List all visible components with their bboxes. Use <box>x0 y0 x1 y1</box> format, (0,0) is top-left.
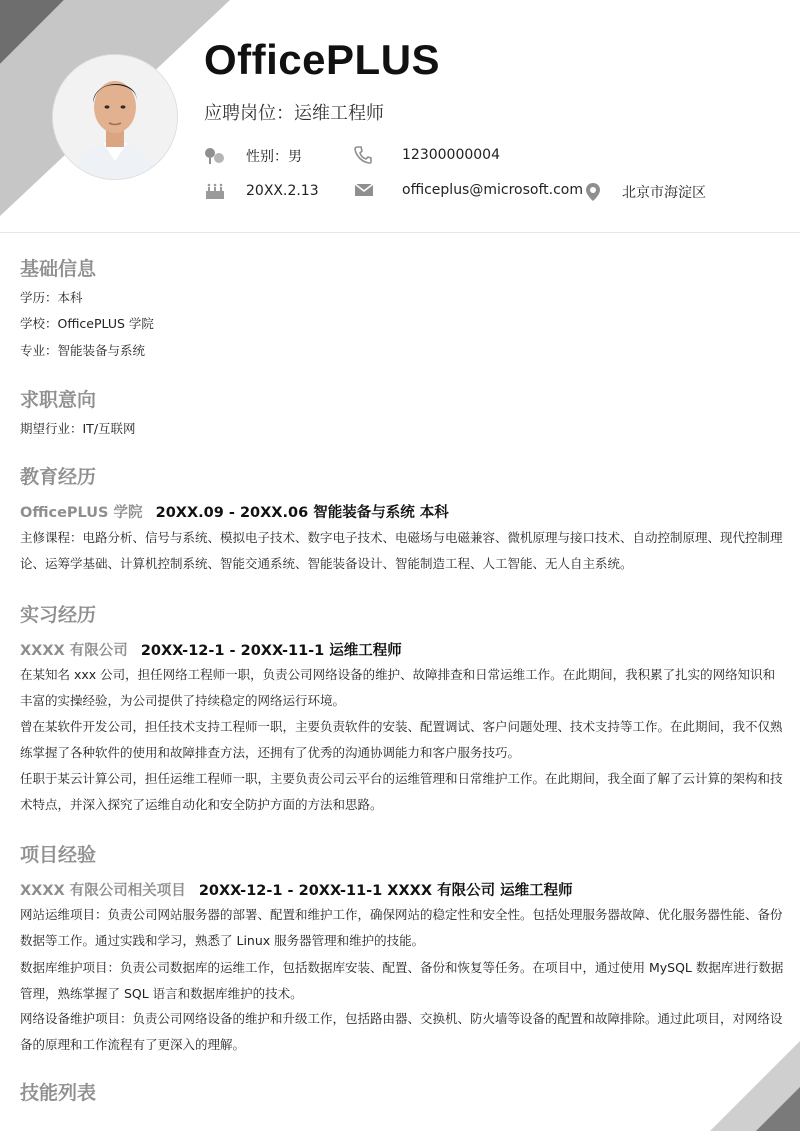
basic-school: 学校：OfficePLUS 学院 <box>20 316 154 331</box>
internship-paragraph-1: 在某知名 xxx 公司，担任网络工程师一职，负责公司网络设备的维护、故障排查和日常运维工作。在此期间，我积累了扎实的网络知识和丰富的实操经验，为公司提供了持续稳定的网络运行环境。 <box>20 667 776 708</box>
project-detail: 20XX-12-1 - 20XX-11-1 XXXX 有限公司 运维工程师 <box>198 883 573 899</box>
basic-degree: 学历：本科 <box>20 290 83 305</box>
applied-position: 应聘岗位：运维工程师 <box>204 103 384 124</box>
section-title-project: 项目经验 <box>20 844 97 866</box>
education-header <box>20 501 449 522</box>
education-courses: 主修课程：电路分析、信号与系统、模拟电子技术、数字电子技术、电磁场与电磁兼容、微机原理与接口技术、自动控制原理、现代控制理论、运筹学基础、计算机控制系统、智能交通系统、智能装备设计、智能制造工程、人工智能、无人自主系统。 <box>20 530 783 571</box>
section-title-skills: 技能列表 <box>20 1082 97 1104</box>
internship-paragraph-2: 曾在某软件开发公司，担任技术支持工程师一职，主要负责软件的安装、配置调试、客户问题处理、技术支持等工作。在此期间，我不仅熟练掌握了各种软件的使用和故障排查方法，还拥有了优秀的沟通协调能力和客户服务技巧。 <box>20 719 783 760</box>
gender-icon <box>204 147 226 165</box>
section-title-intent: 求职意向 <box>20 389 97 411</box>
mail-icon <box>354 182 374 198</box>
email-text: officeplus@microsoft.com <box>402 182 583 198</box>
gender-info <box>204 146 302 166</box>
internship-detail: 20XX-12-1 - 20XX-11-1 运维工程师 <box>140 643 402 659</box>
project-paragraph-2: 数据库维护项目：负责公司数据库的运维工作，包括数据库安装、配置、备份和恢复等任务。在项目中，通过使用 MySQL 数据库进行数据管理，熟练掌握了 SQL 语言和数据库维护的技术。 <box>20 960 784 1001</box>
cake-icon <box>204 182 226 200</box>
location-text: 北京市海淀区 <box>622 185 706 201</box>
phone-icon <box>354 146 372 164</box>
location-info <box>584 182 706 202</box>
project-paragraph-3: 网络设备维护项目：负责公司网络设备的维护和升级工作，包括路由器、交换机、防火墙等设备的配置和故障排除。通过此项目，对网络设备的原理和工作流程有了更深入的理解。 <box>20 1011 783 1052</box>
education-school: OfficePLUS 学院 <box>20 505 143 521</box>
email-info <box>354 182 583 198</box>
basic-major: 专业：智能装备与系统 <box>20 343 146 358</box>
project-company: XXXX 有限公司相关项目 <box>20 883 186 899</box>
section-title-basic: 基础信息 <box>20 258 97 280</box>
section-title-internship: 实习经历 <box>20 604 97 626</box>
profile-photo <box>52 54 178 180</box>
gender-text: 性别：男 <box>246 149 302 165</box>
phone-info <box>354 146 500 164</box>
birth-text: 20XX.2.13 <box>246 183 319 199</box>
birth-info <box>204 182 319 200</box>
project-header <box>20 879 573 900</box>
education-detail: 20XX.09 - 20XX.06 智能装备与系统 本科 <box>155 505 449 521</box>
section-title-education: 教育经历 <box>20 466 97 488</box>
internship-company: XXXX 有限公司 <box>20 643 128 659</box>
phone-text: 12300000004 <box>402 147 500 163</box>
project-paragraph-1: 网站运维项目：负责公司网站服务器的部署、配置和维护工作，确保网站的稳定性和安全性。包括处理服务器故障、优化服务器性能、备份数据等工作。通过实践和学习，熟悉了 Linux 服务器管理和维护的技能。 <box>20 907 783 948</box>
intent-industry: 期望行业：IT/互联网 <box>20 421 136 436</box>
internship-paragraph-3: 任职于某云计算公司，担任运维工程师一职，主要负责公司云平台的运维管理和日常维护工作。在此期间，我全面了解了云计算的架构和技术特点，并深入探究了运维自动化和安全防护方面的方法和思路。 <box>20 771 783 812</box>
internship-header <box>20 639 402 660</box>
applicant-name: OfficePLUS <box>204 36 441 83</box>
header-divider <box>0 232 800 233</box>
location-pin-icon <box>584 182 602 202</box>
